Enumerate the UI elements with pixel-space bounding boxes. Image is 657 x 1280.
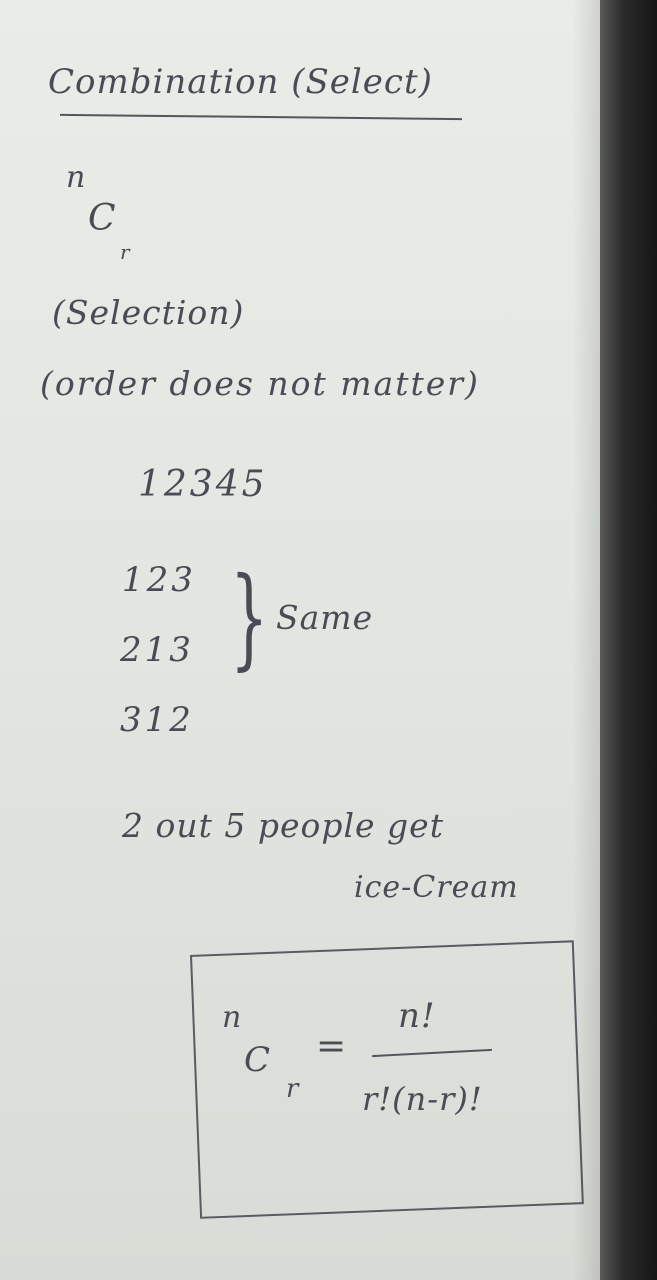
grouping-brace: }: [230, 553, 270, 681]
example-line-1: 2 out 5 people get: [122, 806, 444, 845]
digits-line: 12345: [138, 464, 268, 505]
page-edge-shadow: [572, 0, 600, 1280]
selection-label: (Selection): [52, 293, 245, 332]
permutation-2: 213: [120, 630, 194, 670]
formula-r: r: [286, 1074, 300, 1104]
permutation-1: 123: [122, 560, 196, 600]
notation-n: n: [66, 160, 87, 195]
formula-equals: =: [316, 1026, 348, 1067]
formula-c: C: [244, 1040, 272, 1080]
order-note: (order does not matter): [40, 364, 480, 403]
example-line-2: ice-Cream: [354, 870, 519, 905]
title-underline: [60, 114, 462, 120]
background-strip: [600, 0, 657, 1280]
formula-numerator: n!: [398, 996, 436, 1036]
notation-c: C: [88, 198, 117, 239]
formula-denominator: r!(n-r)!: [362, 1080, 483, 1118]
page-title: Combination (Select): [48, 62, 433, 102]
permutation-3: 312: [120, 700, 194, 740]
same-label: Same: [276, 598, 374, 637]
formula-n: n: [222, 1000, 243, 1035]
notation-r: r: [120, 240, 131, 264]
